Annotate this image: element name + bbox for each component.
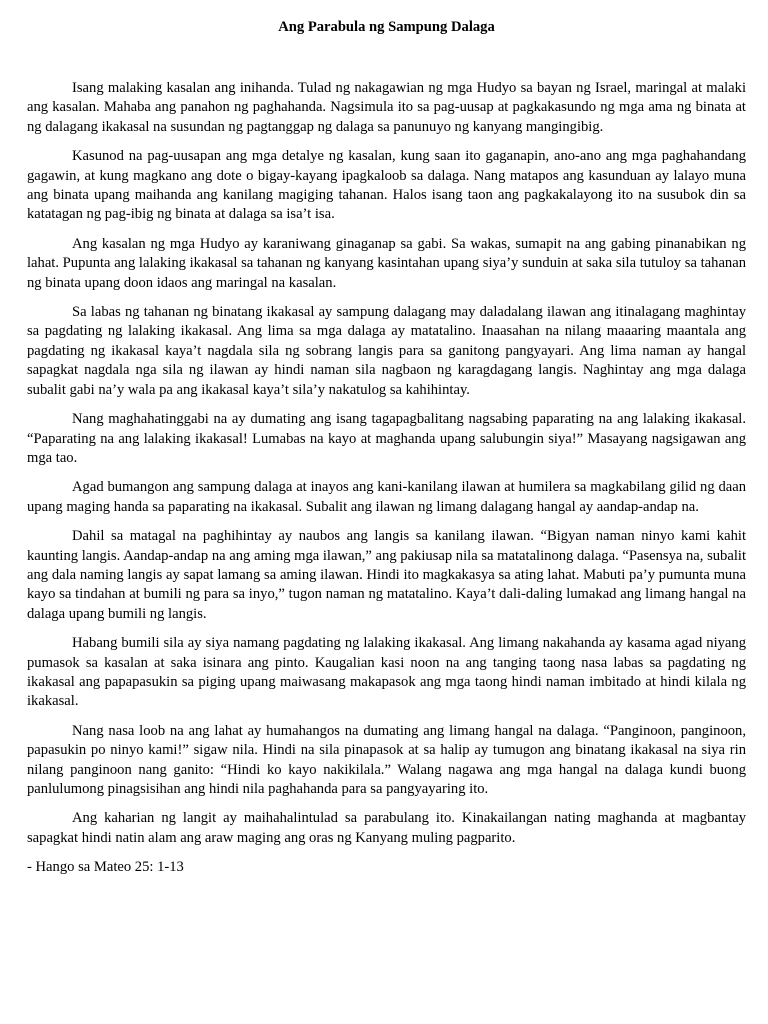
paragraph: Habang bumili sila ay siya namang pagdating ng lalaking ikakasal. Ang limang nakahanda ay kasama agad niyang pumasok sa kasalan at saka isinara ang pinto. Kaugalian kasi noon na ang tanging taong nasa labas sa pagdating ng ikakasal ang papapasukin sa piging upang maiwasang makapasok ang mga taong hindi naman imbitado at hindi kilala ng ikakasal.	[27, 635, 746, 710]
paragraph: Kasunod na pag-uusapan ang mga detalye ng kasalan, kung saan ito gaganapin, ano-ano ang mga paghahandang gagawin, at kung magkano ang dote o bigay-kayang ipagkaloob sa dalaga. Nang matapos ang kasunduan ay lalayo muna ang binata upang maihanda ang kanilang magiging tahanan. Halos isang taon ang pagkakalayong ito na susubok din sa katatagan ng pag-ibig ng binata at dalaga sa isa’t isa.	[27, 148, 746, 223]
paragraph: Ang kasalan ng mga Hudyo ay karaniwang ginaganap sa gabi. Sa wakas, sumapit na ang gabing pinanabikan ng lahat. Pupunta ang lalaking ikakasal sa tahanan ng kanyang kasintahan upang siya’y sunduin at saka sila tutuloy sa tahanan ng binata upang doon idaos ang maringal na kasalan.	[27, 235, 746, 291]
document-page	[27, 17, 746, 878]
paragraph: Nang nasa loob na ang lahat ay humahangos na dumating ang limang hangal na dalaga. “Panginoon, panginoon, papasukin po ninyo kami!” sigaw nila. Hindi na sila pinapasok at sa halip ay tumugon ang binatang ikakasal na siya rin nilang panginoon nang ganito: “Hindi ko kayo nakikilala.” Walang nagawa ang mga hangal na dalaga kundi buong panlulumong pinagsisihan ang hindi nila paghahanda para sa pangyayaring ito.	[27, 722, 746, 797]
paragraph: Nang maghahatinggabi na ay dumating ang isang tagapagbalitang nagsabing paparating na ang lalaking ikakasal. “Paparating na ang lalaking ikakasal! Lumabas na kayo at maghanda upang salubungin siya!” Masayang nagsigawan ang mga tao.	[27, 411, 746, 466]
paragraph: Agad bumangon ang sampung dalaga at inayos ang kani-kanilang ilawan at humilera sa magkabilang gilid ng daan upang maging handa sa paparating na ikakasal. Subalit ang ilawan ng limang dalagang hangal ay aandap-andap na.	[27, 479, 746, 515]
document-title: Ang Parabula ng Sampung Dalaga	[278, 19, 495, 35]
paragraph: Sa labas ng tahanan ng binatang ikakasal ay sampung dalagang may daladalang ilawan ang itinalagang maghintay sa pagdating ng lalaking ikakasal. Ang lima sa mga dalaga ay matatalino. Inaasahan na nilang maaaring maantala ang pagdating ng ikakasal kaya’t nagdala sila ng sobrang langis para sa ganitong pangyayari. Ang lima naman ay hangal sapagkat nagdala nga sila ng ilawan ay hindi naman sila nagbaon ng karagdagang langis. Naghintay ang mga dalaga subalit gabi na’y wala pa ang ikakasal kaya’t sila’y nakatulog sa kahihintay.	[27, 304, 746, 398]
source-citation: - Hango sa Mateo 25: 1-13	[27, 859, 184, 876]
paragraph: Isang malaking kasalan ang inihanda. Tulad ng nakagawian ng mga Hudyo sa bayan ng Israel, maringal at malaki ang kasalan. Mahaba ang panahon ng paghahanda. Nagsimula ito sa pag-uusap at pagkakasundo ng mga ama ng binata at ng dalagang ikakasal na susundan ng pagtanggap ng dalaga sa panunuyo ng kanyang mangingibig.	[27, 80, 746, 135]
paragraph: Ang kaharian ng langit ay maihahalintulad sa parabulang ito. Kinakailangan nating maghanda at magbantay sapagkat hindi natin alam ang araw maging ang oras ng Kanyang muling pagparito.	[27, 810, 746, 846]
paragraph: Dahil sa matagal na paghihintay ay naubos ang langis sa kanilang ilawan. “Bigyan naman ninyo kami kahit kaunting langis. Aandap-andap na ang aming mga ilawan,” ang pakiusap nila sa matatalinong dalaga. “Pasensya na, subalit ang dala naming langis ay sapat lamang sa aming ilawan. Hindi ito magkakasya sa ating lahat. Mabuti pa’y pumunta muna kayo sa tindahan at bumili ng para sa inyo,” tugon naman ng matatalino. Kaya’t dali-daling lumakad ang limang hangal na dalaga upang bumili ng langis.	[27, 528, 746, 622]
